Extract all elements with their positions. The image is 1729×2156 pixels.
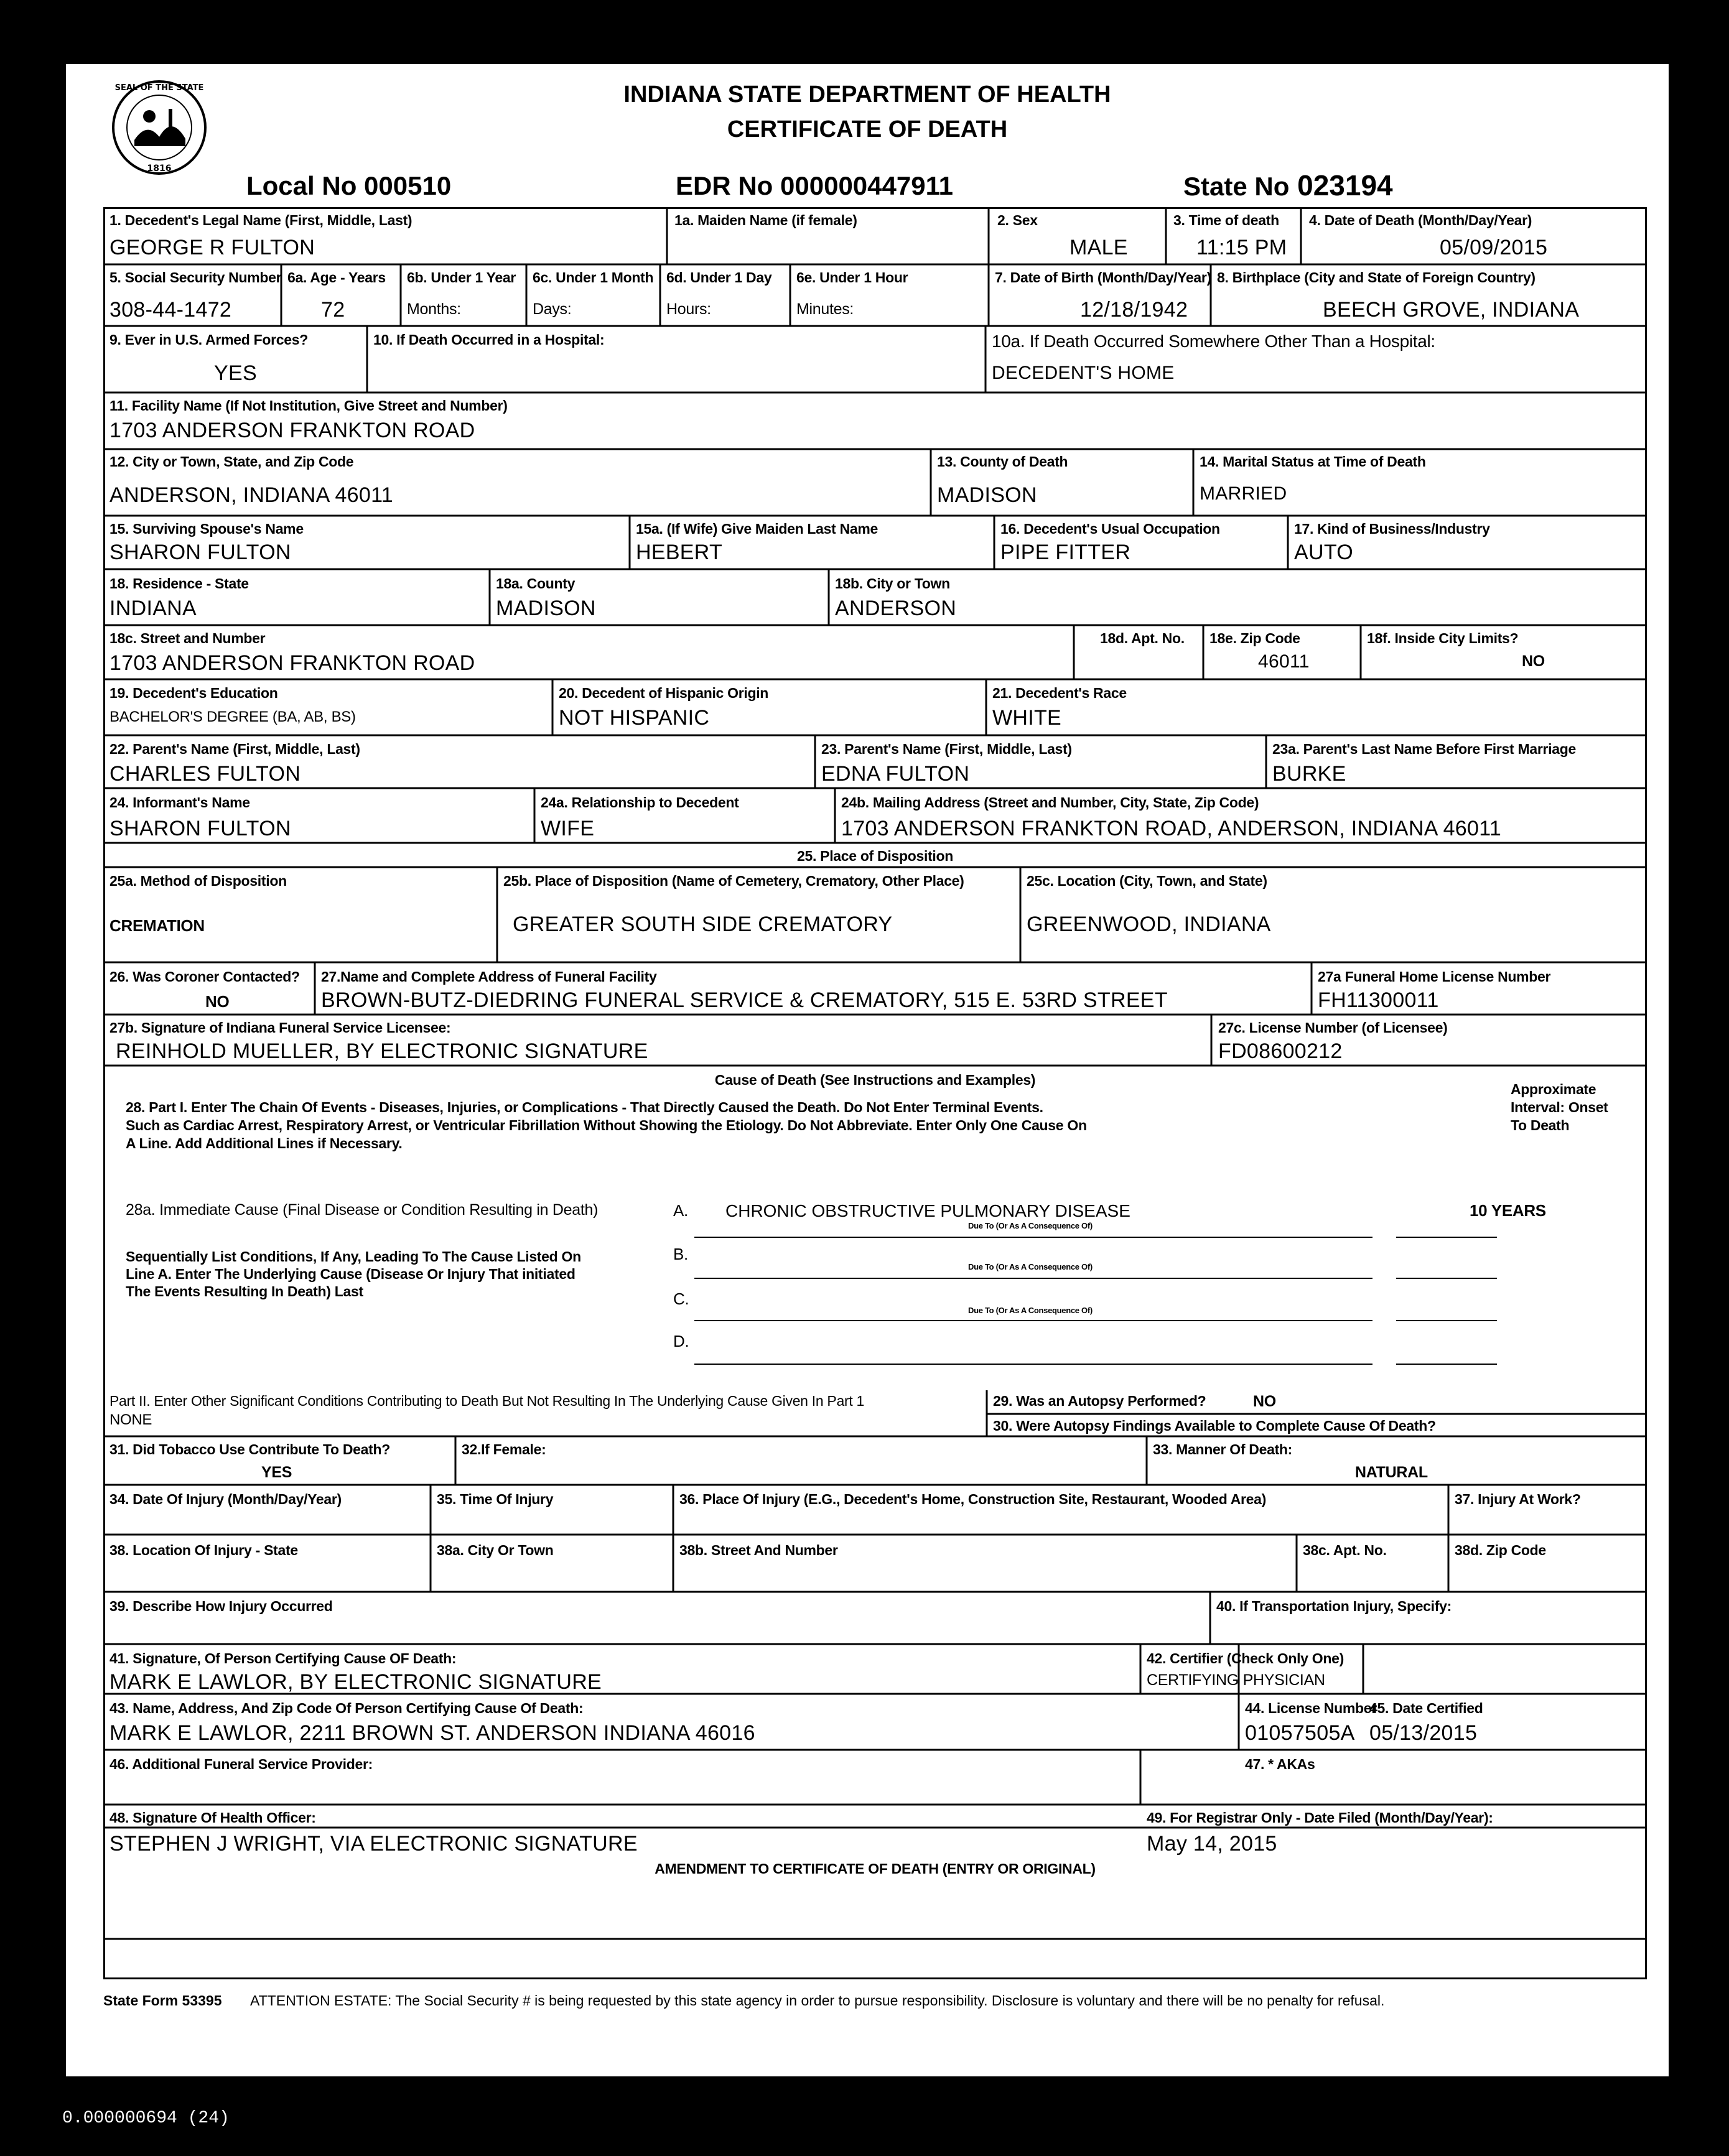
funeral-facility: BROWN-BUTZ-DIEDRING FUNERAL SERVICE & CREMATORY, 515 E. 53RD STREET (321, 988, 1168, 1012)
label-27b: 27b. Signature of Indiana Funeral Service Licensee: (110, 1020, 451, 1036)
svg-text:1816: 1816 (147, 164, 172, 174)
label-38: 38. Location Of Injury - State (110, 1542, 298, 1558)
licensee-number: FD08600212 (1218, 1039, 1343, 1063)
line-letter-a: A. (673, 1201, 688, 1220)
label-29: 29. Was an Autopsy Performed? (993, 1393, 1206, 1409)
label-48: 48. Signature Of Health Officer: (110, 1810, 316, 1826)
label-5: 5. Social Security Number (110, 269, 282, 286)
informant-relationship: WIFE (541, 817, 595, 840)
cause-heading: Cause of Death (See Instructions and Examples) (714, 1072, 1036, 1088)
label-24b: 24b. Mailing Address (Street and Number, City, State, Zip Code) (841, 794, 1259, 811)
label-24: 24. Informant's Name (110, 794, 250, 811)
label-9: 9. Ever in U.S. Armed Forces? (110, 332, 308, 348)
informant-name: SHARON FULTON (110, 817, 291, 840)
label-23a: 23a. Parent's Last Name Before First Marriage (1272, 741, 1576, 757)
due-to-c: Due To (Or As A Consequence Of) (968, 1306, 1093, 1315)
state-no: State No 023194 (1183, 169, 1393, 202)
label-1: 1. Decedent's Legal Name (First, Middle, Last) (110, 212, 412, 228)
label-18b: 18b. City or Town (835, 575, 950, 592)
form-title: CERTIFICATE OF DEATH (727, 116, 1008, 142)
part1-line-2: Such as Cardiac Arrest, Respiratory Arrest, or Ventricular Fibrillation Without Showing the Etiology. Do Not Abbreviate. Enter Only One Cause On (126, 1117, 1087, 1133)
label-6b: 6b. Under 1 Year (407, 269, 516, 286)
label-18f: 18f. Inside City Limits? (1367, 630, 1519, 646)
part1-line-1: 28. Part I. Enter The Chain Of Events - Diseases, Injuries, or Complications - That Directly Caused the Death. Do Not Enter Terminal Events. (126, 1099, 1043, 1115)
date-of-death: 05/09/2015 (1440, 236, 1548, 259)
label-13: 13. County of Death (937, 453, 1068, 470)
label-36: 36. Place Of Injury (E.G., Decedent's Home, Construction Site, Restaurant, Wooded Area) (679, 1491, 1267, 1507)
birthplace: BEECH GROVE, INDIANA (1323, 298, 1580, 322)
label-25c: 25c. Location (City, Town, and State) (1027, 873, 1267, 889)
other-place: DECEDENT'S HOME (992, 363, 1175, 383)
certifier-type: CERTIFYING PHYSICIAN (1147, 1671, 1325, 1689)
label-46: 46. Additional Funeral Service Provider: (110, 1756, 373, 1772)
label-15a: 15a. (If Wife) Give Maiden Last Name (636, 521, 878, 537)
label-49: 49. For Registrar Only - Date Filed (Month/Day/Year): (1147, 1810, 1493, 1826)
tobacco-use: YES (261, 1464, 292, 1481)
residence-state: INDIANA (110, 597, 197, 620)
race: WHITE (992, 706, 1062, 730)
label-10: 10. If Death Occurred in a Hospital: (373, 332, 605, 348)
label-20: 20. Decedent of Hispanic Origin (559, 685, 769, 701)
spouse-name: SHARON FULTON (110, 541, 291, 564)
label-31: 31. Did Tobacco Use Contribute To Death? (110, 1441, 391, 1457)
interval-line-3: To Death (1511, 1117, 1570, 1133)
label-38a: 38a. City Or Town (437, 1542, 554, 1558)
county-of-death: MADISON (937, 483, 1037, 507)
label-44: 44. License Number (1245, 1700, 1377, 1716)
marital-status: MARRIED (1200, 483, 1287, 504)
certificate-form (103, 207, 1647, 1979)
line-letter-c: C. (673, 1289, 689, 1308)
label-43: 43. Name, Address, And Zip Code Of Person Certifying Cause Of Death: (110, 1700, 584, 1716)
label-25: 25. Place of Disposition (797, 848, 953, 864)
inside-city-limits: NO (1522, 653, 1545, 670)
certifier-name-address: MARK E LAWLOR, 2211 BROWN ST. ANDERSON INDIANA 46016 (110, 1721, 755, 1745)
label-11: 11. Facility Name (If Not Institution, Give Street and Number) (110, 397, 508, 414)
form-number: State Form 53395 (103, 1992, 222, 2009)
label-45: 45. Date Certified (1369, 1700, 1483, 1716)
agency-title: INDIANA STATE DEPARTMENT OF HEALTH (623, 81, 1111, 108)
label-27a: 27a Funeral Home License Number (1318, 969, 1551, 985)
label-26: 26. Was Coroner Contacted? (110, 969, 300, 985)
cause-line-a-interval: 10 YEARS (1470, 1201, 1546, 1220)
label-32: 32.If Female: (462, 1441, 546, 1457)
label-33: 33. Manner Of Death: (1153, 1441, 1293, 1457)
parent2-maiden: BURKE (1272, 762, 1346, 786)
label-4: 4. Date of Death (Month/Day/Year) (1309, 212, 1532, 228)
label-17: 17. Kind of Business/Industry (1294, 521, 1490, 537)
parent1-name: CHARLES FULTON (110, 762, 301, 786)
funeral-licensee: REINHOLD MUELLER, BY ELECTRONIC SIGNATURE (116, 1039, 648, 1063)
informant-address: 1703 ANDERSON FRANKTON ROAD, ANDERSON, INDIANA 46011 (841, 817, 1502, 840)
label-12: 12. City or Town, State, and Zip Code (110, 453, 354, 470)
line-letter-d: D. (673, 1332, 689, 1350)
amendment-heading: AMENDMENT TO CERTIFICATE OF DEATH (ENTRY OR ORIGINAL) (655, 1861, 1096, 1877)
date-certified: 05/13/2015 (1369, 1721, 1478, 1745)
spouse-maiden-name: HEBERT (636, 541, 723, 564)
disposition-place: GREATER SOUTH SIDE CREMATORY (513, 913, 893, 936)
date-of-birth: 12/18/1942 (1080, 298, 1188, 322)
label-21: 21. Decedent's Race (992, 685, 1127, 701)
label-27c: 27c. License Number (of Licensee) (1218, 1020, 1448, 1036)
label-35: 35. Time Of Injury (437, 1491, 554, 1507)
disposition-location: GREENWOOD, INDIANA (1027, 913, 1271, 936)
label-1a: 1a. Maiden Name (if female) (674, 212, 857, 228)
label-18: 18. Residence - State (110, 575, 249, 592)
label-14: 14. Marital Status at Time of Death (1200, 453, 1426, 470)
time-of-death: 11:15 PM (1196, 236, 1287, 259)
label-6e: 6e. Under 1 Hour (796, 269, 908, 286)
label-18d: 18d. Apt. No. (1100, 630, 1185, 646)
line-letter-b: B. (673, 1245, 688, 1263)
label-6a: 6a. Age - Years (287, 269, 386, 286)
svg-text:SEAL OF THE STATE: SEAL OF THE STATE (114, 83, 204, 93)
label-8: 8. Birthplace (City and State of Foreign Country) (1217, 269, 1536, 286)
label-3: 3. Time of death (1173, 212, 1279, 228)
sequential-line-1: Sequentially List Conditions, If Any, Leading To The Cause Listed On (126, 1248, 581, 1265)
label-23: 23. Parent's Name (First, Middle, Last) (821, 741, 1072, 757)
industry: AUTO (1294, 541, 1354, 564)
disposition-method: CREMATION (110, 916, 205, 935)
decedent-name: GEORGE R FULTON (110, 236, 315, 259)
scan-id: 0.000000694 (24) (62, 2109, 230, 2128)
label-22: 22. Parent's Name (First, Middle, Last) (110, 741, 360, 757)
label-25b: 25b. Place of Disposition (Name of Cemetery, Crematory, Other Place) (503, 873, 964, 889)
certifier-signature: MARK E LAWLOR, BY ELECTRONIC SIGNATURE (110, 1670, 602, 1694)
sex-value: MALE (1070, 236, 1128, 259)
funeral-home-license: FH11300011 (1318, 988, 1439, 1012)
armed-forces: YES (214, 361, 257, 385)
age-value: 72 (321, 298, 345, 322)
label-6c: 6c. Under 1 Month (533, 269, 654, 286)
months-label: Months: (407, 300, 461, 318)
minutes-label: Minutes: (796, 300, 854, 318)
interval-line-1: Approximate (1511, 1081, 1596, 1097)
hours-label: Hours: (666, 300, 711, 318)
label-19: 19. Decedent's Education (110, 685, 278, 701)
label-18a: 18a. County (496, 575, 576, 592)
label-34: 34. Date Of Injury (Month/Day/Year) (110, 1491, 342, 1507)
sequential-line-3: The Events Resulting In Death) Last (126, 1283, 363, 1299)
label-16: 16. Decedent's Usual Occupation (1000, 521, 1220, 537)
parent2-name: EDNA FULTON (821, 762, 970, 786)
label-6d: 6d. Under 1 Day (666, 269, 772, 286)
interval-line-2: Interval: Onset (1511, 1099, 1608, 1115)
residence-city: ANDERSON (835, 597, 957, 620)
immediate-cause-label: 28a. Immediate Cause (Final Disease or Condition Resulting in Death) (126, 1201, 599, 1219)
manner-of-death: NATURAL (1355, 1464, 1428, 1481)
education: BACHELOR'S DEGREE (BA, AB, BS) (110, 709, 356, 725)
days-label: Days: (533, 300, 572, 318)
residence-street: 1703 ANDERSON FRANKTON ROAD (110, 651, 475, 675)
autopsy-performed: NO (1253, 1393, 1276, 1410)
label-38d: 38d. Zip Code (1455, 1542, 1546, 1558)
label-10a: 10a. If Death Occurred Somewhere Other Than a Hospital: (992, 332, 1435, 351)
part1-line-3: A Line. Add Additional Lines if Necessary. (126, 1135, 403, 1151)
label-7: 7. Date of Birth (Month/Day/Year) (995, 269, 1211, 286)
part2-value: NONE (110, 1411, 152, 1428)
occupation: PIPE FITTER (1000, 541, 1131, 564)
label-30: 30. Were Autopsy Findings Available to Complete Cause Of Death? (993, 1418, 1436, 1434)
label-18c: 18c. Street and Number (110, 630, 266, 646)
label-18e: 18e. Zip Code (1209, 630, 1300, 646)
certifier-license: 01057505A (1245, 1721, 1355, 1745)
residence-zip: 46011 (1258, 651, 1310, 672)
label-42: 42. Certifier (Check Only One) (1147, 1650, 1344, 1666)
label-27: 27.Name and Complete Address of Funeral Facility (321, 969, 657, 985)
coroner-contacted: NO (205, 992, 230, 1011)
label-39: 39. Describe How Injury Occurred (110, 1598, 333, 1614)
cause-line-a: CHRONIC OBSTRUCTIVE PULMONARY DISEASE (725, 1201, 1130, 1220)
date-filed: May 14, 2015 (1147, 1832, 1277, 1856)
ssn-value: 308-44-1472 (110, 298, 232, 322)
edr-no: EDR No 000000447911 (676, 171, 953, 200)
certificate-page (66, 64, 1669, 2076)
label-2: 2. Sex (997, 212, 1038, 228)
part2-label: Part II. Enter Other Significant Conditions Contributing to Death But Not Resulting In The Underlying Cause Given In Part 1 (110, 1393, 864, 1409)
city-state-zip: ANDERSON, INDIANA 46011 (110, 483, 393, 507)
label-41: 41. Signature, Of Person Certifying Cause OF Death: (110, 1650, 457, 1666)
label-47: 47. * AKAs (1245, 1756, 1315, 1772)
attention-notice: ATTENTION ESTATE: The Social Security # is being requested by this state agency in order to pursue responsibility. Disclosure is voluntary and there will be no penalty for refusal. (250, 1992, 1385, 2009)
label-25a: 25a. Method of Disposition (110, 873, 287, 889)
facility-name: 1703 ANDERSON FRANKTON ROAD (110, 419, 475, 442)
label-38b: 38b. Street And Number (679, 1542, 838, 1558)
sequential-line-2: Line A. Enter The Underlying Cause (Disease Or Injury That initiated (126, 1266, 576, 1282)
due-to-b: Due To (Or As A Consequence Of) (968, 1262, 1093, 1271)
due-to-a: Due To (Or As A Consequence Of) (968, 1221, 1093, 1230)
local-no: Local No 000510 (246, 171, 452, 200)
label-37: 37. Injury At Work? (1455, 1491, 1581, 1507)
label-15: 15. Surviving Spouse's Name (110, 521, 304, 537)
label-38c: 38c. Apt. No. (1303, 1542, 1387, 1558)
label-40: 40. If Transportation Injury, Specify: (1216, 1598, 1452, 1614)
residence-county: MADISON (496, 597, 596, 620)
hispanic-origin: NOT HISPANIC (559, 706, 710, 730)
label-24a: 24a. Relationship to Decedent (541, 794, 739, 811)
health-officer-signature: STEPHEN J WRIGHT, VIA ELECTRONIC SIGNATURE (110, 1832, 638, 1856)
